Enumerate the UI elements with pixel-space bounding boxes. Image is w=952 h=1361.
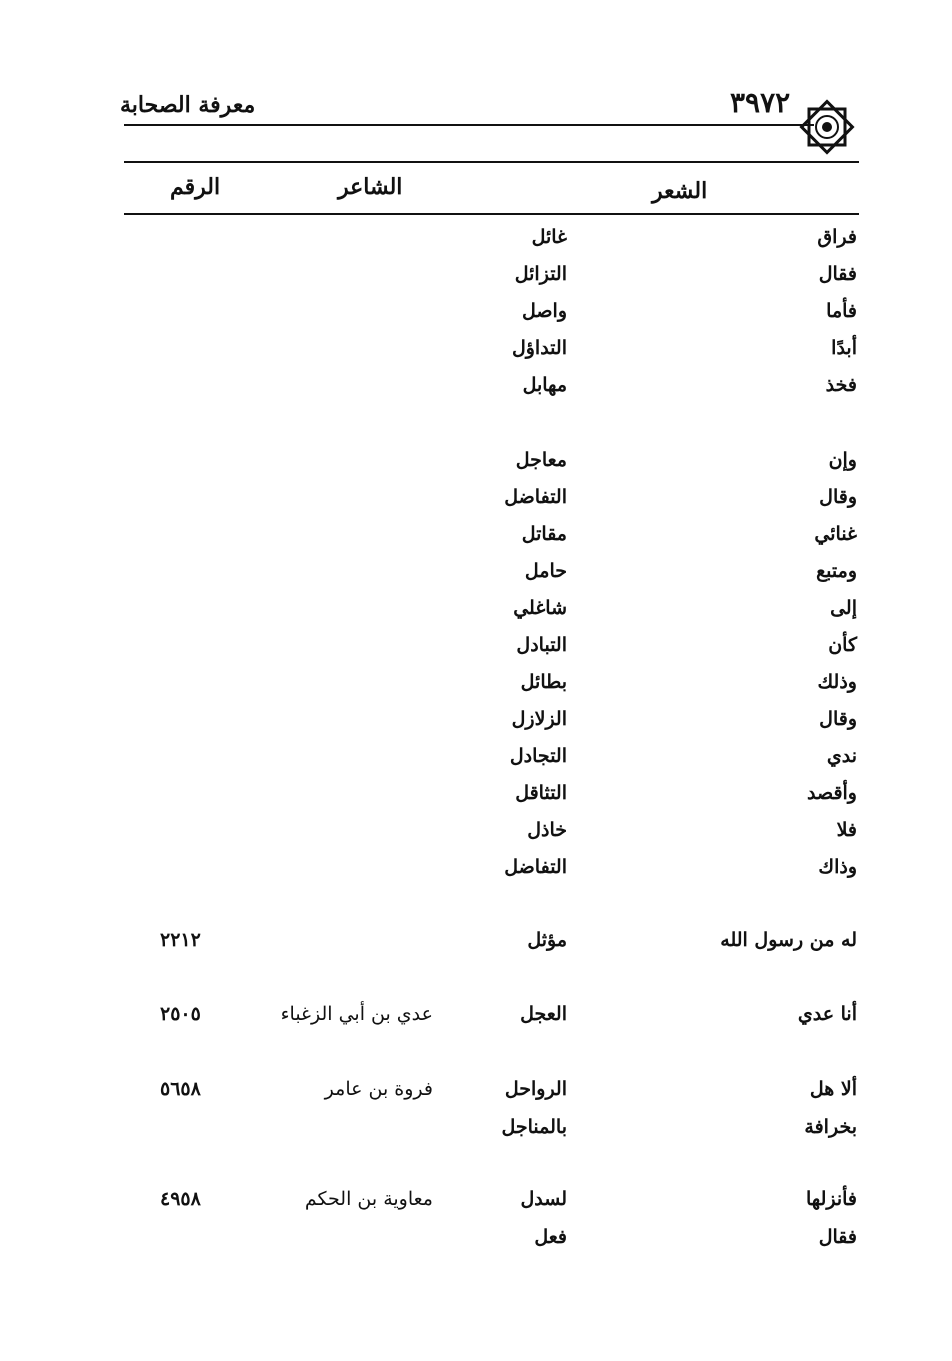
table-row [0,1226,952,1262]
verse-last-word: التجادل [509,745,567,767]
table-row [0,374,952,410]
verse-last-word: مقاتل [521,523,567,545]
table-row [0,449,952,485]
verse-last-word: التثاقل [515,782,567,804]
verse-last-word: حامل [524,560,567,582]
verse-last-word: التبادل [516,634,567,656]
entry-number: ٥٦٥٨ [160,1078,201,1100]
column-header-poem: الشعر [652,178,708,204]
table-row [0,226,952,262]
page-number: ٣٩٧٢ [730,86,791,119]
verse-first-word: إلى [830,597,857,619]
table-row [0,819,952,855]
table-row [0,486,952,522]
header-rule [124,124,814,126]
verse-last-word: مهابل [522,374,567,396]
verse-first-word: وأقصد [807,782,857,804]
table-top-rule [124,161,859,163]
verse-last-word: التفاضل [504,486,567,508]
ornament-icon [796,96,858,158]
table-row [0,1003,952,1039]
table-row [0,856,952,892]
verse-last-word: التداؤل [511,337,567,359]
table-row [0,1078,952,1114]
verse-first-word: ومتبع [816,560,857,582]
verse-last-word: التزائل [514,263,567,285]
verse-first-word: فخذ [825,374,857,396]
table-row [0,671,952,707]
verse-first-word: فلا [836,819,857,841]
entry-number: ٢٢١٢ [160,929,201,951]
verse-last-word: العجل [520,1003,567,1025]
table-row [0,523,952,559]
verse-first-word: فقال [818,1226,857,1248]
table-row [0,1116,952,1152]
table-row [0,782,952,818]
verse-last-word: لسدل [520,1188,567,1210]
book-title: معرفة الصحابة [120,92,256,118]
verse-first-word: فراق [817,226,857,248]
verse-last-word: بالمناجل [501,1116,567,1138]
verse-first-word: فأنزلها [806,1188,857,1210]
table-header-rule [124,213,859,215]
verse-first-word: بخرافة [804,1116,857,1138]
verse-last-word: مؤثل [527,929,567,951]
verse-last-word: شاغلي [513,597,567,619]
table-row [0,634,952,670]
verse-last-word: غائل [531,226,567,248]
table-row [0,1188,952,1224]
verse-last-word: الزلازل [511,708,567,730]
verse-last-word: معاجل [515,449,567,471]
verse-last-word: الرواحل [504,1078,567,1100]
column-header-poet: الشاعر [338,174,403,200]
table-row [0,263,952,299]
verse-first-word: غنائي [814,523,857,545]
verse-last-word: بطائل [520,671,567,693]
verse-first-word: أبدًا [831,337,857,359]
table-row [0,560,952,596]
entry-number: ٤٩٥٨ [160,1188,201,1210]
poet-name: عدي بن أبي الزغباء [280,1003,433,1025]
table-row [0,337,952,373]
verse-first-word: ندي [826,745,857,767]
verse-first-word: وقال [819,708,857,730]
verse-first-word: فأما [826,300,857,322]
column-header-number: الرقم [170,174,221,200]
verse-first-word: وذلك [817,671,857,693]
verse-last-word: التفاضل [504,856,567,878]
verse-first-word: ألا هل [809,1078,857,1100]
verse-first-word: كأن [828,634,857,656]
table-row [0,597,952,633]
verse-first-word: وقال [819,486,857,508]
verse-first-word: وذاك [818,856,857,878]
verse-first-word: أنا عدي [797,1003,857,1025]
verse-first-word: وإن [828,449,857,471]
verse-last-word: فعل [534,1226,567,1248]
verse-first-word: فقال [818,263,857,285]
table-row [0,745,952,781]
table-row [0,300,952,336]
verse-first-word: له من رسول الله [720,929,857,951]
entry-number: ٢٥٠٥ [160,1003,201,1025]
verse-last-word: واصل [522,300,567,322]
verse-last-word: خاذل [527,819,567,841]
table-row [0,929,952,965]
poet-name: فروة بن عامر [324,1078,433,1100]
table-row [0,708,952,744]
poet-name: معاوية بن الحكم [304,1188,433,1210]
